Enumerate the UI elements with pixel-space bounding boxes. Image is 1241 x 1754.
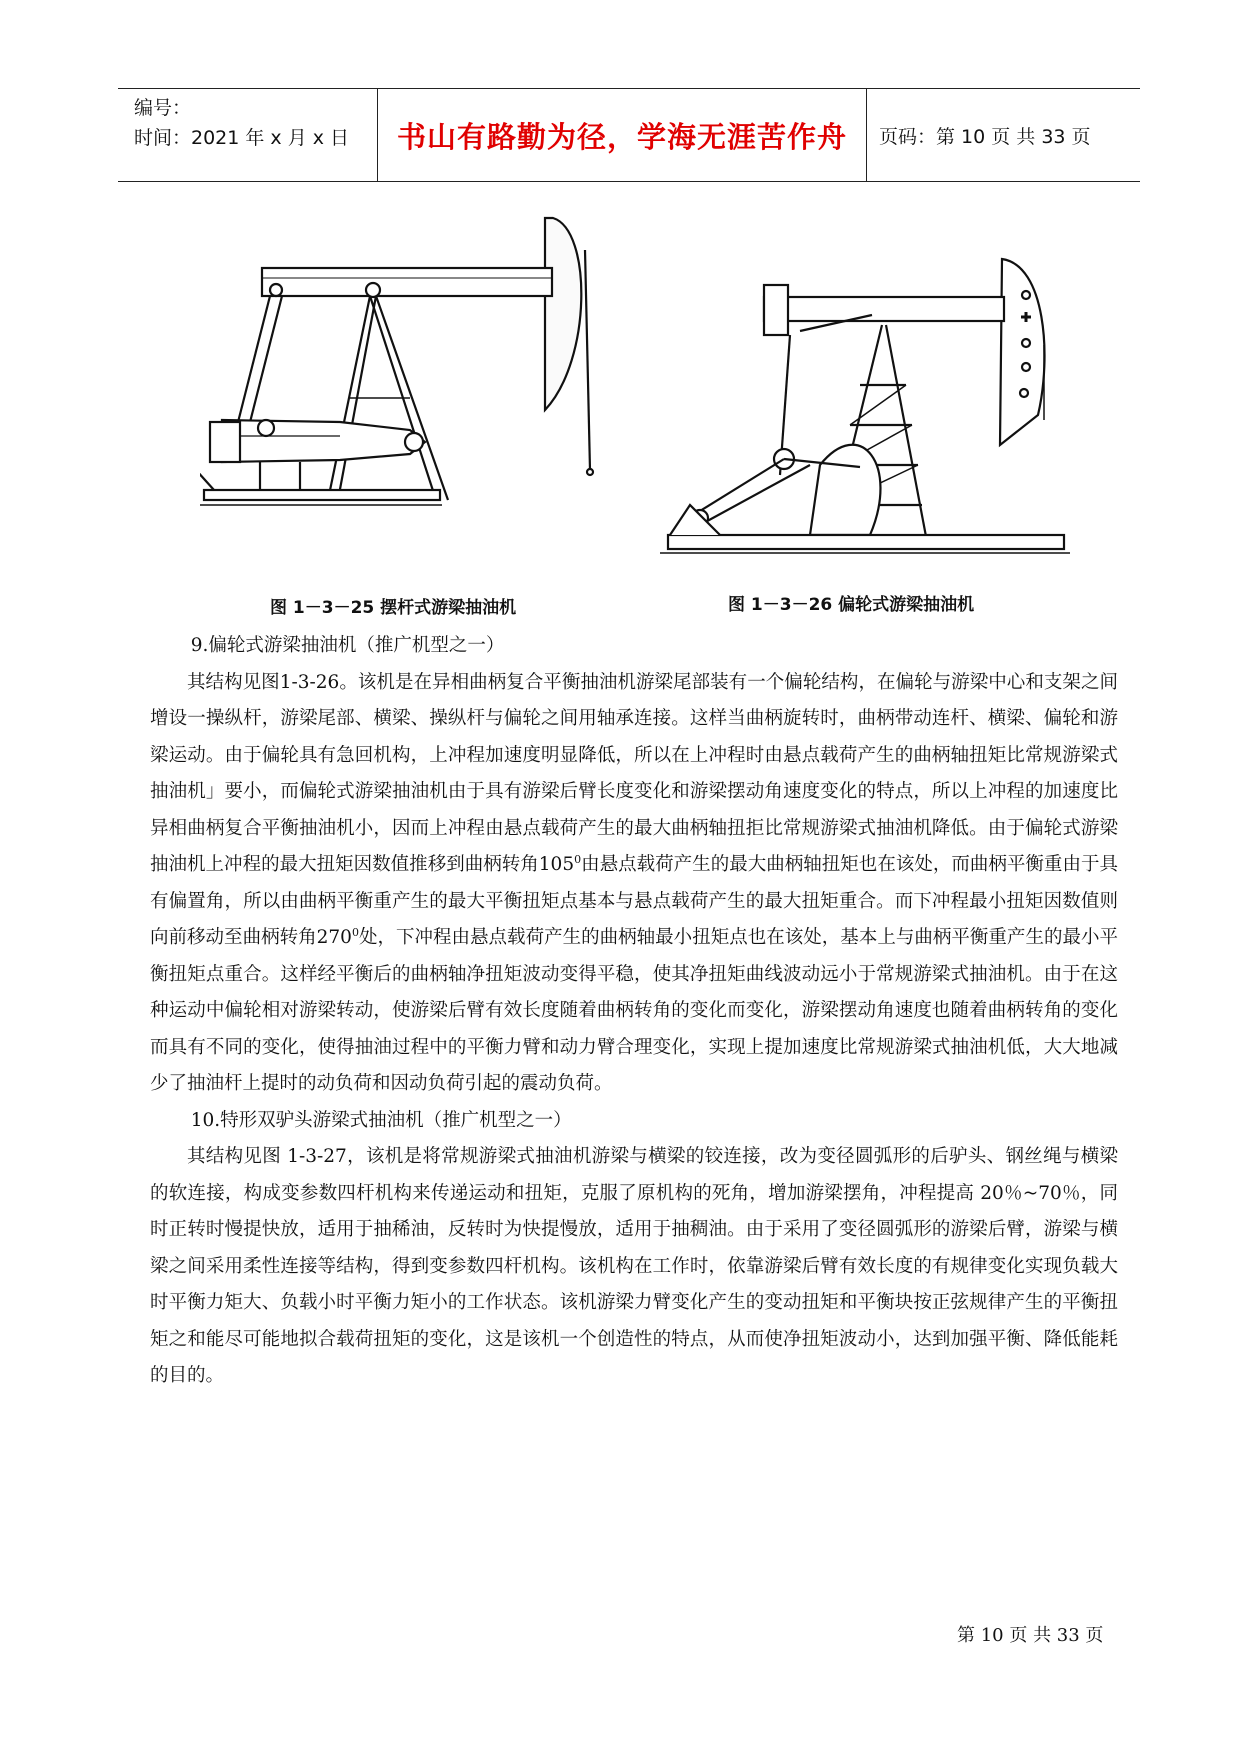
paragraph-10: 其结构见图 1-3-27，该机是将常规游梁式抽油机游梁与横梁的铰连接，改为变径圆弧形的后驴头、钢丝绳与横梁的软连接，构成变参数四杆机构来传递运动和扭矩，克服了原机构的死角，增加游梁摆角，冲程提高 20％~70％，同时正转时慢提快放，适用于抽稀油，反转时为快提慢放，适用于抽稠油。由于采用了变径圆弧形的游梁后臂，游梁与横梁之间采用柔性连接等结构，得到变参数四杆机构。该机构在工作时，依靠游梁后臂有效长度的有规律变化实现负载大时平衡力矩大、负载小时平衡力矩小的工作状态。该机游梁力臂变化产生的变动扭矩和平衡块按正弦规律产生的平衡扭矩之和能尽可能地拟合载荷扭矩的变化，这是该机一个创造性的特点，从而使净扭矩波动小，达到加强平衡、降低能耗的目的。 — [150, 1146, 1118, 1386]
caption-fig-1-3-26: 图 1－3－26 偏轮式游梁抽油机 — [728, 595, 975, 615]
paragraph-9-part-a: 其结构见图1-3-26。该机是在异相曲柄复合平衡抽油机游梁尾部装有一个偏轮结构，在偏轮与游梁中心和支架之间增设一操纵杆，游梁尾部、横梁、操纵杆与偏轮之间用轴承连接。这样当曲柄旋转时，曲柄带动连杆、横梁、偏轮和游梁运动。由于偏轮具有急回机构，上冲程加速度明显降低，所以在上冲程时由悬点载荷产生的曲柄轴扭矩比常规游梁式抽油机」要小，而偏轮式游梁抽油机由于具有游梁后臂长度变化和游梁摆动角速度变化的特点，所以上冲程的加速度比异相曲柄复合平衡抽油机小，因而上冲程由悬点载荷产生的最大曲柄轴扭拒比常规游梁式抽油机降低。由于偏轮式游梁抽油机上冲程的最大扭矩因数值推移到曲柄转角105 — [150, 671, 1118, 875]
motto: 书山有路勤为径，学海无涯苦作舟 — [378, 89, 867, 181]
caption-fig-1-3-25: 图 1－3－25 摆杆式游梁抽油机 — [270, 598, 517, 618]
figure-cam-pump — [660, 235, 1070, 575]
number-label: 编号： — [134, 97, 192, 119]
header-table — [118, 88, 1140, 182]
time-label: 时间：2021 年 x 月 x 日 — [134, 127, 350, 149]
paragraph-9-part-c: 处，下冲程由悬点载荷产生的曲柄轴最小扭矩点也在该处，基本上与曲柄平衡重产生的最小平衡扭矩点重合。这样经平衡后的曲柄轴净扭矩波动变得平稳，使其净扭矩曲线波动远小于常规游梁式抽油机。由于在这种运动中偏轮相对游梁转动，使游梁后臂有效长度随着曲柄转角的变化而变化，游梁摆动角速度也随着曲柄转角的变化而具有不同的变化，使得抽油过程中的平衡力臂和动力臂合理变化，实现上提加速度比常规游梁式抽油机低，大大地减少了抽油杆上提时的动负荷和因动负荷引起的震动负荷。 — [150, 927, 1118, 1094]
footer-page-number: 第 10 页 共 33 页 — [957, 1625, 1104, 1646]
paragraph-9-part-b: 由悬点载荷产生的最大曲柄轴扭矩也在该处，而曲柄平衡重由于具有偏置角，所以由曲柄平衡重产生的最大平衡扭矩点基本与悬点载荷产生的最大扭矩重合。而下冲程最小扭矩因数值则向前移动至曲柄转角270 — [150, 854, 1118, 948]
paragraph-9 — [150, 665, 1118, 1103]
header-meta-cell — [118, 89, 378, 181]
cam-pump-drawing — [660, 235, 1070, 575]
page-label: 页码：第 10 页 共 33 页 — [879, 125, 1091, 148]
figure-pendulum-pump — [200, 210, 620, 590]
heading-10: 10.特形双驴头游梁式抽油机（推广机型之一） — [190, 1109, 572, 1131]
degree-sup-1: 0 — [574, 852, 582, 866]
degree-sup-2: 0 — [351, 925, 359, 939]
body-text — [150, 628, 1118, 1395]
heading-9: 9.偏轮式游梁抽油机（推广机型之一） — [190, 635, 505, 656]
pendulum-pump-drawing — [200, 210, 620, 590]
